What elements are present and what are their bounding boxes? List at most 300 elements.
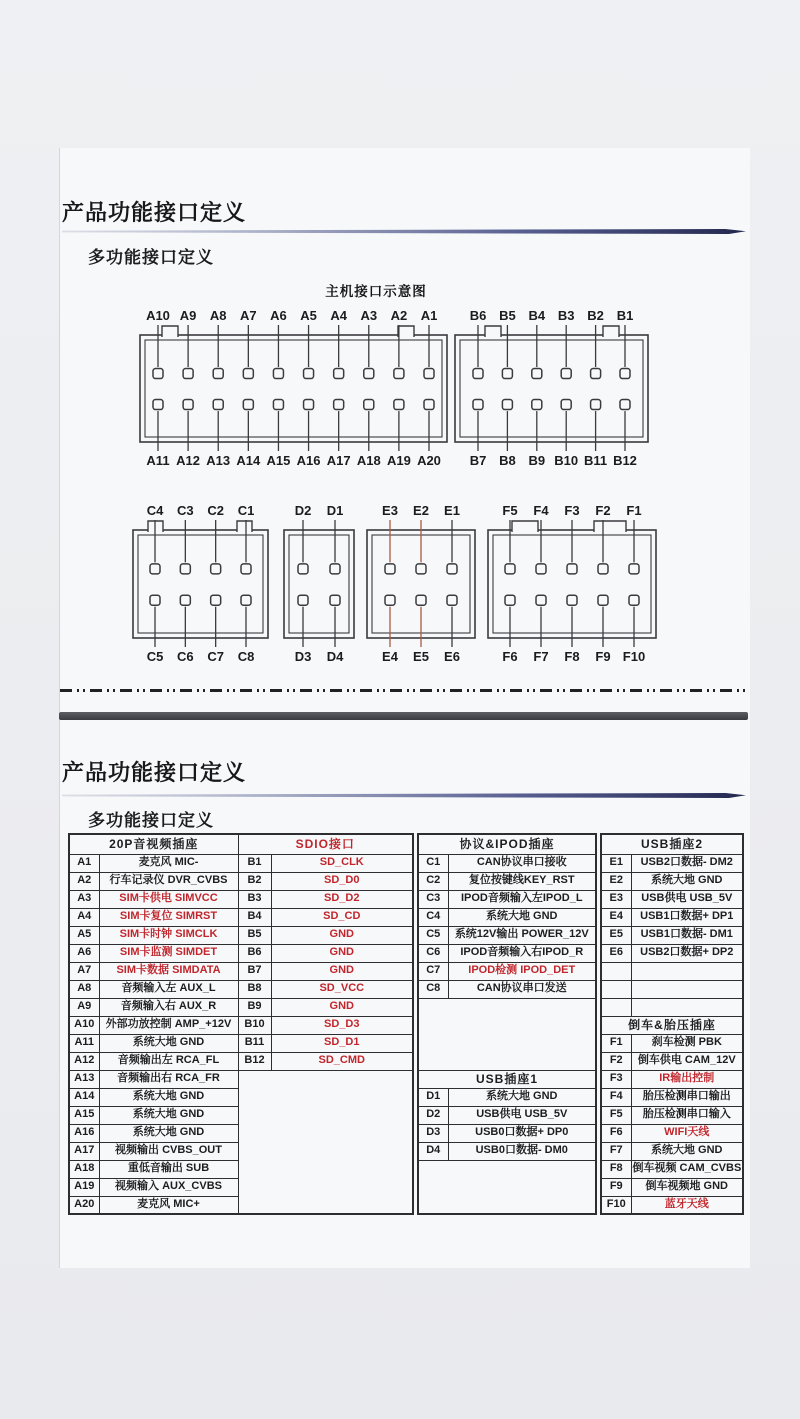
pin-C1 bbox=[241, 564, 251, 574]
table-row bbox=[418, 1142, 596, 1160]
connector-C-key-notch-1 bbox=[237, 521, 252, 532]
pin-B10 bbox=[561, 400, 571, 410]
pin-function: 倒车视频 CAM_CVBS bbox=[631, 1160, 743, 1178]
pin-label-B4: B4 bbox=[528, 308, 546, 323]
table-row bbox=[69, 1016, 413, 1034]
pin-label-F4: F4 bbox=[533, 503, 549, 518]
pin-id: C5 bbox=[418, 926, 448, 944]
group-header: SDIO接口 bbox=[238, 834, 413, 854]
pin-id: A9 bbox=[69, 998, 99, 1016]
empty-cell bbox=[631, 980, 743, 998]
pin-id: B12 bbox=[238, 1052, 271, 1070]
pin-id: B1 bbox=[238, 854, 271, 872]
pin-id: B11 bbox=[238, 1034, 271, 1052]
connector-F-key-notch-0 bbox=[512, 521, 538, 532]
pin-A5 bbox=[304, 369, 314, 379]
pin-id: A5 bbox=[69, 926, 99, 944]
pin-function: USB0口数据- DM0 bbox=[448, 1142, 596, 1160]
pin-id: E3 bbox=[601, 890, 631, 908]
pin-A3 bbox=[364, 369, 374, 379]
pin-label-D3: D3 bbox=[294, 649, 312, 664]
connector-A-outline bbox=[140, 335, 447, 442]
table-row bbox=[601, 872, 743, 890]
pin-A18 bbox=[364, 400, 374, 410]
pin-id: D4 bbox=[418, 1142, 448, 1160]
table-row bbox=[69, 834, 413, 854]
pin-function: SD_CLK bbox=[271, 854, 413, 872]
connector-A-key-notch-0 bbox=[162, 326, 178, 337]
pin-label-E4: E4 bbox=[382, 649, 398, 664]
pin-label-F2: F2 bbox=[595, 503, 611, 518]
pin-function: 麦克风 MIC+ bbox=[99, 1196, 238, 1214]
section1-title: 产品功能接口定义 bbox=[62, 200, 247, 225]
pin-id: C1 bbox=[418, 854, 448, 872]
table-row bbox=[601, 944, 743, 962]
pin-function: IPOD检测 IPOD_DET bbox=[448, 962, 596, 980]
connector-B bbox=[455, 308, 648, 468]
pin-label-E5: E5 bbox=[413, 649, 429, 664]
pin-id: A16 bbox=[69, 1124, 99, 1142]
pin-C5 bbox=[150, 595, 160, 605]
table-row bbox=[69, 1070, 413, 1088]
pin-label-B3: B3 bbox=[557, 308, 575, 323]
table-row bbox=[601, 1016, 743, 1034]
connector-A-inner-outline bbox=[145, 340, 442, 437]
pin-id: C2 bbox=[418, 872, 448, 890]
table-row bbox=[418, 944, 596, 962]
pin-function: GND bbox=[271, 962, 413, 980]
pin-id: C6 bbox=[418, 944, 448, 962]
pin-B4 bbox=[532, 369, 542, 379]
pin-A19 bbox=[394, 400, 404, 410]
pin-id: A20 bbox=[69, 1196, 99, 1214]
pin-function: 胎压检测串口输出 bbox=[631, 1088, 743, 1106]
pin-id: A8 bbox=[69, 980, 99, 998]
pin-label-B5: B5 bbox=[499, 308, 516, 323]
pin-id: A3 bbox=[69, 890, 99, 908]
table-row bbox=[69, 926, 413, 944]
pin-id: A10 bbox=[69, 1016, 99, 1034]
pin-label-A7: A7 bbox=[240, 308, 257, 323]
pin-label-F6: F6 bbox=[502, 649, 518, 664]
pin-id: B8 bbox=[238, 980, 271, 998]
pin-id: B2 bbox=[238, 872, 271, 890]
pin-A16 bbox=[304, 400, 314, 410]
pin-label-B6: B6 bbox=[469, 308, 487, 323]
pin-label-A1: A1 bbox=[420, 308, 438, 323]
pin-function: 系统大地 GND bbox=[448, 908, 596, 926]
pin-id: C8 bbox=[418, 980, 448, 998]
pin-label-A12: A12 bbox=[176, 453, 201, 468]
pin-D3 bbox=[298, 595, 308, 605]
table-row bbox=[69, 872, 413, 890]
pin-function: WIFI天线 bbox=[631, 1124, 743, 1142]
pin-id: F3 bbox=[601, 1070, 631, 1088]
pin-id: C3 bbox=[418, 890, 448, 908]
pin-id: A7 bbox=[69, 962, 99, 980]
pin-id: A13 bbox=[69, 1070, 99, 1088]
pin-label-F7: F7 bbox=[533, 649, 549, 664]
table-row bbox=[69, 1052, 413, 1070]
pin-id: D2 bbox=[418, 1106, 448, 1124]
pin-label-A15: A15 bbox=[266, 453, 291, 468]
table-row bbox=[601, 926, 743, 944]
pin-A4 bbox=[334, 369, 344, 379]
pin-id: B7 bbox=[238, 962, 271, 980]
pin-B8 bbox=[502, 400, 512, 410]
pin-label-C3: C3 bbox=[177, 503, 194, 518]
pin-D4 bbox=[330, 595, 340, 605]
pin-id: A6 bbox=[69, 944, 99, 962]
pin-label-B2: B2 bbox=[587, 308, 604, 323]
empty-cell bbox=[601, 998, 631, 1016]
pin-B5 bbox=[502, 369, 512, 379]
table-row bbox=[69, 998, 413, 1016]
table-row bbox=[601, 1034, 743, 1052]
table-row bbox=[418, 1124, 596, 1142]
pin-label-F1: F1 bbox=[626, 503, 642, 518]
pin-id: A17 bbox=[69, 1142, 99, 1160]
pin-function: 系统大地 GND bbox=[448, 1088, 596, 1106]
table-row bbox=[418, 980, 596, 998]
pin-label-A4: A4 bbox=[330, 308, 347, 323]
pin-F3 bbox=[567, 564, 577, 574]
pin-E1 bbox=[447, 564, 457, 574]
connector-A bbox=[140, 308, 447, 468]
table-row bbox=[601, 962, 743, 980]
pin-id: B9 bbox=[238, 998, 271, 1016]
table-row bbox=[601, 1106, 743, 1124]
table-row bbox=[418, 1160, 596, 1178]
pin-label-A6: A6 bbox=[270, 308, 287, 323]
connector-B-outline bbox=[455, 335, 648, 442]
pin-label-A20: A20 bbox=[417, 453, 441, 468]
pin-label-F10: F10 bbox=[622, 649, 646, 664]
table-row bbox=[601, 1178, 743, 1196]
pin-label-A19: A19 bbox=[386, 453, 411, 468]
empty-cell bbox=[418, 998, 596, 1070]
table-row bbox=[601, 1088, 743, 1106]
pin-id: B3 bbox=[238, 890, 271, 908]
pin-function: IR输出控制 bbox=[631, 1070, 743, 1088]
pin-id: C4 bbox=[418, 908, 448, 926]
empty-cell bbox=[601, 962, 631, 980]
pin-id: E1 bbox=[601, 854, 631, 872]
connector-pinout-diagram bbox=[0, 0, 800, 700]
connector-B-inner-outline bbox=[460, 340, 643, 437]
pin-id: F8 bbox=[601, 1160, 631, 1178]
pin-A7 bbox=[243, 369, 253, 379]
pin-B2 bbox=[591, 369, 601, 379]
pin-id: A2 bbox=[69, 872, 99, 890]
table-row bbox=[69, 980, 413, 998]
connector-C-outline bbox=[133, 530, 268, 638]
connector-D bbox=[284, 503, 354, 664]
pin-id: F9 bbox=[601, 1178, 631, 1196]
pin-function: 复位按键线KEY_RST bbox=[448, 872, 596, 890]
pin-function: SD_CMD bbox=[271, 1052, 413, 1070]
pin-A12 bbox=[183, 400, 193, 410]
pin-group-usb2-rear bbox=[600, 833, 744, 1215]
pin-function: 系统大地 GND bbox=[99, 1088, 238, 1106]
pin-function: 音频输出右 RCA_FR bbox=[99, 1070, 238, 1088]
table-row bbox=[418, 854, 596, 872]
pin-id: E4 bbox=[601, 908, 631, 926]
pin-function: 视频输出 CVBS_OUT bbox=[99, 1142, 238, 1160]
pin-B6 bbox=[473, 369, 483, 379]
pin-function: 胎压检测串口输入 bbox=[631, 1106, 743, 1124]
pin-C3 bbox=[180, 564, 190, 574]
pin-label-A13: A13 bbox=[206, 453, 231, 468]
pin-label-F9: F9 bbox=[595, 649, 611, 664]
pin-B3 bbox=[561, 369, 571, 379]
table-row bbox=[418, 998, 596, 1016]
pin-label-D2: D2 bbox=[294, 503, 312, 518]
pin-B12 bbox=[620, 400, 630, 410]
pin-label-C2: C2 bbox=[207, 503, 224, 518]
table-row bbox=[601, 1070, 743, 1088]
table-row bbox=[69, 890, 413, 908]
table-row bbox=[601, 1052, 743, 1070]
pin-function: IPOD音频输入左IPOD_L bbox=[448, 890, 596, 908]
pin-C7 bbox=[211, 595, 221, 605]
pin-E2 bbox=[416, 564, 426, 574]
pin-label-B10: B10 bbox=[554, 453, 579, 468]
pin-id: A18 bbox=[69, 1160, 99, 1178]
pin-function: 刹车检测 PBK bbox=[631, 1034, 743, 1052]
pin-label-B11: B11 bbox=[584, 453, 608, 468]
table-row bbox=[601, 908, 743, 926]
pin-function: 系统12V输出 POWER_12V bbox=[448, 926, 596, 944]
pin-function: USB供电 USB_5V bbox=[448, 1106, 596, 1124]
pin-label-B9: B9 bbox=[528, 453, 546, 468]
pin-A11 bbox=[153, 400, 163, 410]
connector-D-outline bbox=[284, 530, 354, 638]
pin-label-E3: E3 bbox=[382, 503, 398, 518]
connector-C bbox=[133, 503, 268, 664]
pin-function: SIM卡监测 SIMDET bbox=[99, 944, 238, 962]
pin-label-B8: B8 bbox=[499, 453, 516, 468]
pin-function: IPOD音频输入右IPOD_R bbox=[448, 944, 596, 962]
pin-function: SIM卡供电 SIMVCC bbox=[99, 890, 238, 908]
pin-function: 行车记录仪 DVR_CVBS bbox=[99, 872, 238, 890]
pin-function: 系统大地 GND bbox=[99, 1124, 238, 1142]
pin-label-B7: B7 bbox=[469, 453, 487, 468]
table-row bbox=[418, 1070, 596, 1088]
table-row bbox=[69, 962, 413, 980]
pin-function: USB2口数据+ DP2 bbox=[631, 944, 743, 962]
pin-C4 bbox=[150, 564, 160, 574]
pin-label-C5: C5 bbox=[146, 649, 164, 664]
table-row bbox=[601, 890, 743, 908]
pin-function: USB供电 USB_5V bbox=[631, 890, 743, 908]
group-header: USB插座2 bbox=[601, 834, 743, 854]
pin-label-A11: A11 bbox=[146, 453, 170, 468]
pin-id: D1 bbox=[418, 1088, 448, 1106]
table-row bbox=[601, 980, 743, 998]
pin-function: 系统大地 GND bbox=[99, 1034, 238, 1052]
pin-function: 重低音输出 SUB bbox=[99, 1160, 238, 1178]
table-row bbox=[418, 872, 596, 890]
pin-function: GND bbox=[271, 926, 413, 944]
pin-id: B6 bbox=[238, 944, 271, 962]
connector-A-key-notch-1 bbox=[398, 326, 414, 337]
pin-A13 bbox=[213, 400, 223, 410]
pin-A6 bbox=[273, 369, 283, 379]
pin-A8 bbox=[213, 369, 223, 379]
pin-label-C1: C1 bbox=[237, 503, 255, 518]
pin-id: E2 bbox=[601, 872, 631, 890]
pin-label-D4: D4 bbox=[326, 649, 344, 664]
pin-function: 系统大地 GND bbox=[631, 1142, 743, 1160]
pin-label-A18: A18 bbox=[356, 453, 381, 468]
pin-label-C4: C4 bbox=[146, 503, 164, 518]
connector-E bbox=[367, 503, 475, 664]
table-row bbox=[601, 1142, 743, 1160]
pin-id: E6 bbox=[601, 944, 631, 962]
pin-function: CAN协议串口发送 bbox=[448, 980, 596, 998]
table-row bbox=[418, 834, 596, 854]
empty-cell bbox=[418, 1160, 596, 1214]
pin-id: A4 bbox=[69, 908, 99, 926]
pin-label-A17: A17 bbox=[326, 453, 351, 468]
pin-F8 bbox=[567, 595, 577, 605]
pin-label-A3: A3 bbox=[360, 308, 378, 323]
pin-id: B4 bbox=[238, 908, 271, 926]
connector-D-inner-outline bbox=[289, 535, 349, 633]
section-divider-bar bbox=[59, 712, 748, 720]
pin-function: GND bbox=[271, 944, 413, 962]
connector-F-key-notch-1 bbox=[594, 521, 626, 532]
pin-function: SIM卡复位 SIMRST bbox=[99, 908, 238, 926]
pin-function: SD_D2 bbox=[271, 890, 413, 908]
table-row bbox=[69, 908, 413, 926]
pin-function: SD_VCC bbox=[271, 980, 413, 998]
pin-function: 麦克风 MIC- bbox=[99, 854, 238, 872]
table-row bbox=[418, 1088, 596, 1106]
table-row bbox=[601, 834, 743, 854]
connector-B-key-notch-0 bbox=[485, 326, 501, 337]
pin-label-A14: A14 bbox=[236, 453, 261, 468]
pin-F1 bbox=[629, 564, 639, 574]
pin-label-C8: C8 bbox=[237, 649, 255, 664]
pin-label-D1: D1 bbox=[326, 503, 344, 518]
connector-F bbox=[488, 503, 656, 664]
pin-function: 系统大地 GND bbox=[99, 1106, 238, 1124]
pin-F6 bbox=[505, 595, 515, 605]
pin-C6 bbox=[180, 595, 190, 605]
pin-function: CAN协议串口接收 bbox=[448, 854, 596, 872]
pin-label-A2: A2 bbox=[390, 308, 408, 323]
connector-C-inner-outline bbox=[138, 535, 263, 633]
pin-function: SD_D0 bbox=[271, 872, 413, 890]
pin-id: F7 bbox=[601, 1142, 631, 1160]
group-header: 协议&IPOD插座 bbox=[418, 834, 596, 854]
pin-function: USB2口数据- DM2 bbox=[631, 854, 743, 872]
pin-A20 bbox=[424, 400, 434, 410]
pin-function: 视频输入 AUX_CVBS bbox=[99, 1178, 238, 1196]
table-row bbox=[418, 890, 596, 908]
pin-function: 蓝牙天线 bbox=[631, 1196, 743, 1214]
pin-id: F5 bbox=[601, 1106, 631, 1124]
table-row bbox=[418, 926, 596, 944]
table-row bbox=[418, 908, 596, 926]
pin-F4 bbox=[536, 564, 546, 574]
pin-id: B10 bbox=[238, 1016, 271, 1034]
pin-label-A10: A10 bbox=[146, 308, 170, 323]
diagram-title: 主机接口示意图 bbox=[325, 284, 427, 299]
pin-E6 bbox=[447, 595, 457, 605]
table-row bbox=[69, 854, 413, 872]
pin-B1 bbox=[620, 369, 630, 379]
empty-cell bbox=[631, 998, 743, 1016]
pin-E3 bbox=[385, 564, 395, 574]
connector-B-key-notch-1 bbox=[603, 326, 619, 337]
pin-B9 bbox=[532, 400, 542, 410]
table-row bbox=[601, 1196, 743, 1214]
pin-A17 bbox=[334, 400, 344, 410]
pin-group-av-sdio bbox=[68, 833, 414, 1215]
pin-id: F2 bbox=[601, 1052, 631, 1070]
table-row bbox=[601, 854, 743, 872]
section2-title: 产品功能接口定义 bbox=[62, 760, 247, 785]
table-row bbox=[418, 1106, 596, 1124]
table-row bbox=[601, 998, 743, 1016]
pin-function: SD_D3 bbox=[271, 1016, 413, 1034]
pin-A14 bbox=[243, 400, 253, 410]
pin-function: SIM卡时钟 SIMCLK bbox=[99, 926, 238, 944]
table-row bbox=[601, 1124, 743, 1142]
pin-A10 bbox=[153, 369, 163, 379]
pin-C2 bbox=[211, 564, 221, 574]
pin-F2 bbox=[598, 564, 608, 574]
pin-E5 bbox=[416, 595, 426, 605]
pin-group-ipod-usb1 bbox=[417, 833, 597, 1215]
table-row bbox=[418, 962, 596, 980]
pin-function: 音频输出左 RCA_FL bbox=[99, 1052, 238, 1070]
pin-label-F8: F8 bbox=[564, 649, 580, 664]
pin-F5 bbox=[505, 564, 515, 574]
pin-id: C7 bbox=[418, 962, 448, 980]
group-header: 倒车&胎压插座 bbox=[601, 1016, 743, 1034]
pin-A9 bbox=[183, 369, 193, 379]
pin-F7 bbox=[536, 595, 546, 605]
pin-F9 bbox=[598, 595, 608, 605]
pin-label-A8: A8 bbox=[209, 308, 227, 323]
group-header: USB插座1 bbox=[418, 1070, 596, 1088]
pin-D1 bbox=[330, 564, 340, 574]
pin-B7 bbox=[473, 400, 483, 410]
table-row bbox=[69, 1034, 413, 1052]
pin-label-B1: B1 bbox=[616, 308, 634, 323]
pin-A2 bbox=[394, 369, 404, 379]
pin-function: 倒车供电 CAM_12V bbox=[631, 1052, 743, 1070]
pin-label-E2: E2 bbox=[413, 503, 429, 518]
pin-id: F10 bbox=[601, 1196, 631, 1214]
pin-label-A9: A9 bbox=[179, 308, 197, 323]
pin-function: SD_D1 bbox=[271, 1034, 413, 1052]
pin-id: A1 bbox=[69, 854, 99, 872]
pin-label-F3: F3 bbox=[564, 503, 580, 518]
section2-subtitle: 多功能接口定义 bbox=[88, 811, 214, 830]
pin-label-E1: E1 bbox=[444, 503, 460, 518]
pin-id: E5 bbox=[601, 926, 631, 944]
section1-subtitle: 多功能接口定义 bbox=[88, 248, 214, 267]
group-header: 20P音视频插座 bbox=[69, 834, 238, 854]
pin-function: SIM卡数据 SIMDATA bbox=[99, 962, 238, 980]
pin-label-A16: A16 bbox=[296, 453, 321, 468]
table-row bbox=[69, 944, 413, 962]
